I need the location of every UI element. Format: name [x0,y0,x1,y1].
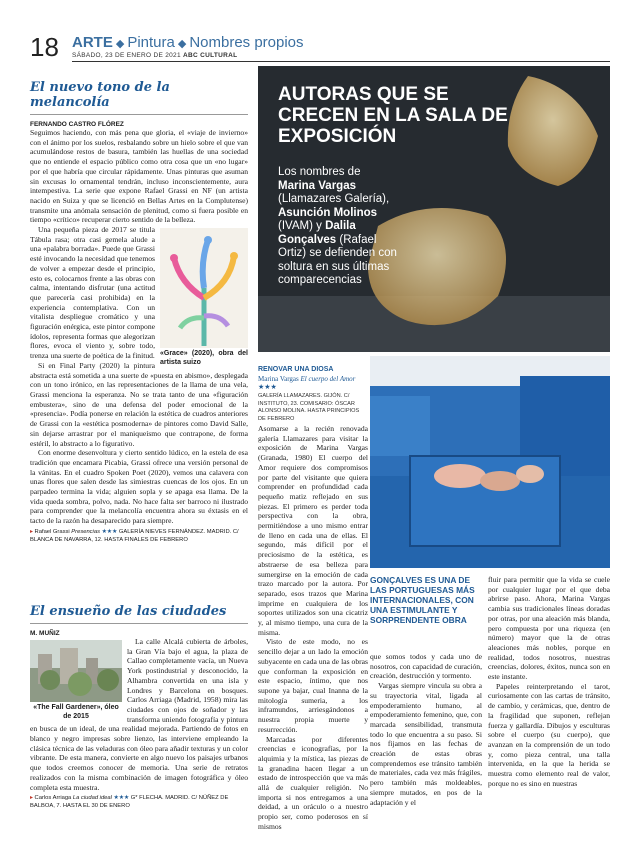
work-name: El cuerpo del Amor [300,375,356,383]
article-vargas-col2 [370,652,482,807]
credit-info: GALERÍA NIEVES FERNÁNDEZ. MADRID. C/ BLANCA DE NAVARRA, 12. HASTA FINALES DE FEBRERO [30,528,239,543]
diamond-icon: ◆ [115,38,125,50]
artist-name: Asunción Molinos [278,206,378,219]
subsubsection-name: Nombres propios [189,34,304,51]
work-title [258,375,368,391]
paragraph: Asomarse a la recién renovada galería Llamazares para visitar la exposición de Marina Vargas (Granada, 1980) El cuerpo del Amor requiere dos compromisos por parte del visitante que quiera comprender en profundidad cada pequeño matiz reflejado en sus piezas. El primero es perder toda perspectiva con la obra, permitiéndose a uno mismo entrar de lleno en cada una de ellas. El segundo, más difícil por el preciosismo de la estética, es abstraerse de esa belleza para sumergirse en la emoción de cada trazo marcado por la autora. Por separado, esos trazos que Marina imprime en cualquiera de los soportes utilizados son una cicatriz y, al mismo tiempo, una cura de la misma. [258,424,368,637]
page-header [30,32,610,64]
artwork-caption: «The Fall Gardener», óleo de 2015 [33,704,119,720]
hero-headline: AUTORAS QUE SE CRECEN EN LA SALA DE EXPOSICIÓN [278,84,508,147]
date: SÁBADO, 23 DE ENERO DE 2021 [72,52,181,59]
section-breadcrumb [72,34,304,51]
exhibition-photo [370,356,610,568]
article-title: El nuevo tono de la melancolía [30,80,248,115]
dateline [72,52,237,59]
section-name: ARTE [72,34,113,51]
paragraph: que somos todos y cada uno de nosotros, con capacidad de curación, creación, destrucción y tormento. [370,652,482,681]
article-body [30,128,248,526]
artist-name: Marina Vargas [278,179,356,192]
credit-title: La ciudad ideal [72,795,112,802]
paragraph: Si en Final Party (2020) la pintura abstracta está sometida a una suerte de «puesta en abismo», desplegada con un tono irónico, en las representaciones de la llama de una vela, Grassi menciona la esperanza. No se trata tanto de una «figuración embustera», sino de una defensa del poder emocional de la «presencia». Podía ponerse en relación la estética de cuadros anteriores de Grassi con la «estética posmoderna» de pintores como David Salle, sin dejarse arrastrar por el maniqueísmo que contrapone, de forma estéril, lo abstracto a lo figurativo. [30,360,248,448]
exhibition-credit [30,794,248,810]
artwork-figure [160,228,248,367]
exhibition-credit [30,528,248,544]
sub-text: se defienden con soltura en sus últimas comparecencias [278,247,397,286]
paragraph: fluir para permitir que la vida se cuele por cualquier lugar por el que deba abrirse paso. Ahora, Marina Vargas cambia sus tradicionales líneas doradas por otras, por una aleación más blanda, pero compuesta por una riqueza (en número) mayor que la de otras aleaciones más nobles, porque en realidad, todos nosotros, nuestras creencias, dolores, éxitos, nunca son en este instante. [488,575,610,682]
sub-text: Los nombres de [278,166,361,178]
credit-info: G* FLECHA. MADRID. C/ NÚÑEZ DE BALBOA, 7. HASTA EL 30 DE ENERO [30,795,229,810]
article-vargas-col3 [488,575,610,788]
gallery-name: (IVAM) y [278,220,322,232]
paragraph: La calle Alcalá cubierta de árboles, la Gran Vía bajo el agua, la plaza de Callao completamente vacía, un Nueva York postindustrial y desconocido, la Alhambra convertida en una isla y Londres y Barcelona en bosques. Carlos Arriaga (Madrid, 1958) mira las ciudades con ojos de soñador y las transforma uniendo fotografía y pintura en busca de un ideal, de una realidad mejorada. Partiendo de fotos en blanco y negro impresas sobre lienzo, las interviene empleando la clásica técnica de las veladuras con óleo para añadir texturas y un color vibrante. De esta manera, convierte en algo nuevo los paisajes urbanos que todos creemos conocer de memoria. Una serie de retratos realizados con la misma combinación de imagen fotográfica y óleo completa esta muestra. [30,637,248,792]
article-title: El ensueño de las ciudades [30,604,248,624]
exhibition-info: GALERÍA LLAMAZARES. GIJÓN. C/ INSTITUTO, 23. COMISARIO: ÓSCAR ALONSO MOLINA. HASTA PRINCIPIOS DE FEBRERO [258,393,360,422]
paragraph: Marcadas por diferentes creencias e iconografías, por la alquimia y la mística, las piezas de la granadina hacen llegar a un estado de introspección que va más allá de cualquier religión. No importa si nos entregamos a una deidad, a un oráculo o a nuestro propio ser, como poderosos en sí mismos [258,734,368,831]
rating-stars: ★★★ [258,383,277,391]
artwork-figure [30,640,122,721]
credit-title: Presencias [71,528,100,535]
article-melancolia [30,72,248,544]
supplement-name: ABC CULTURAL [183,52,238,59]
artwork-caption: «Grace» (2020), obra del artista suizo [160,350,248,366]
hero-photo [258,66,610,352]
diamond-icon: ◆ [177,38,187,50]
article-vargas-col1 [258,424,368,832]
paragraph: Visto de este modo, no es sencillo dejar a un lado la emoción subyacente en cada una de las obras que conforman la exposición en este espacio, íntimo, que nos supone ya bajar, cual Inanna de la mitología sumeria, a los inframundos, arriesgándonos a nuestra propia muerte y resurrección. [258,637,368,734]
hero-subheadline [278,166,398,288]
rating-stars: ★★★ [113,795,130,802]
subsection-name: Pintura [127,34,175,51]
arrow-icon: ▸ [30,528,33,535]
article-body [30,637,248,792]
credit-artist: Rafael Grassi [34,528,70,535]
header-rule [72,61,610,62]
byline: M. MUÑIZ [30,630,60,637]
pull-quote: GONÇALVES ES UNA DE LAS PORTUGUESAS MÁS INTERNACIONALES, CON UNA ESTIMULANTE Y SORPRENDENTE OBRA [370,575,475,625]
paragraph: Una pequeña pieza de 2017 se titula Tábula rasa; otra casi gemela alude a una «palabra borrada». Puede que Grassi esté invocando la necesidad que tenemos de volver a empezar desde el principio, esto es, colocarnos frente a las obras con calma, intentando disfrutar (una actitud que parecería casi prohibida) en la experiencia contemplativa. Con un vitalista despliegue cromático y una figuración enérgica, este pintor compone ídolos, representa formas que alegorizan flores, evoca el viento y, sobre todo, trenza una suerte de poética de la finitud. [30,225,155,361]
artwork-image-fall-gardener [30,640,122,702]
paragraph: Con enorme desenvoltura y cierto sentido lúdico, en la estela de esa tradición que encamara Picabia, Grassi ofrece una versión personal de la vánitas. En el cuadro Spoken Poet (2020), vemos una calavera con unas flores que salen desde las simiestras cuencas de los ojos. En un parpadeo termina la vida; alguien sopla y se apaga esa llama. De la vida queda sombra, polvo, nada. No hace falta ser barroco ni ilustrado para comprender que la melancolía encuentra ahora su éxtasis en el tacto de la razón ha desaparecido para siempre. [30,448,248,526]
kicker: RENOVAR UNA DIOSA [258,366,334,373]
artist-name: Dalila Gonçalves [278,220,356,246]
artwork-image-grace [160,228,248,348]
paragraph: Seguimos haciendo, con más pena que gloria, el «viaje de invierno» con el ánimo por los suelos, resbalando sobre un hielo sobre el que van acumulándose restos de basura, también las huellas de una sociedad que no entiende el espacio público como otra cosa que un «no lugar» por el que habría que circular rápidamente. Unas pinturas que asuman sin excusas lo ornamental tendrán, incluso inconscientemente, aura intempestiva. La serie que expone Rafael Grassi en NF (un artista nacido en Suiza y que se licenció en Bellas Artes en la Complutense) transmite una anómala sensación de plenitud, como si fuera posible en tiempo «crítico» recuperar cierto sentido de la belleza. [30,128,248,225]
paragraph: Vargas siempre vincula su obra a su trayectoria vital, ligada al empoderamiento humano, al empoderamiento femenino, que, con marcada sensibilidad, transmuta todo lo que encuentra a su paso. Si nos fijamos en las fechas de creación de estas obras comprendemos ese tránsito también de materiales, cada vez más frágiles, pero también más moldeables, siempre mutados, en pos de la adaptación y el [370,681,482,807]
byline: FERNANDO CASTRO FLÓREZ [30,121,124,128]
article-ensueno [30,596,248,810]
gallery-name: (Llamazares Galería), [278,193,390,205]
article-vargas-header [258,366,368,423]
paragraph: Papeles reinterpretando el tarot, curiosamente con las cartas de tránsito, de cambio, y cerámicas, que, dentro de la fragilidad que suponen, reflejan fuerza y gallardía. Dibujos y esculturas sobre el cuerpo (su cuerpo), que avanzan en la comprensión de un todo y, como pieza central, una talla intervenida, en la que la herida se muestra como elemento real de valor, porque no es sino en nuestras [488,681,610,788]
page-number: 18 [30,32,59,62]
artist-name: Marina Vargas [258,375,299,383]
credit-artist: Carlos Arriaga [34,795,72,802]
gallery-name: (Rafael Ortiz) [278,233,377,259]
rating-stars: ★★★ [101,528,118,535]
arrow-icon: ▸ [30,795,33,802]
